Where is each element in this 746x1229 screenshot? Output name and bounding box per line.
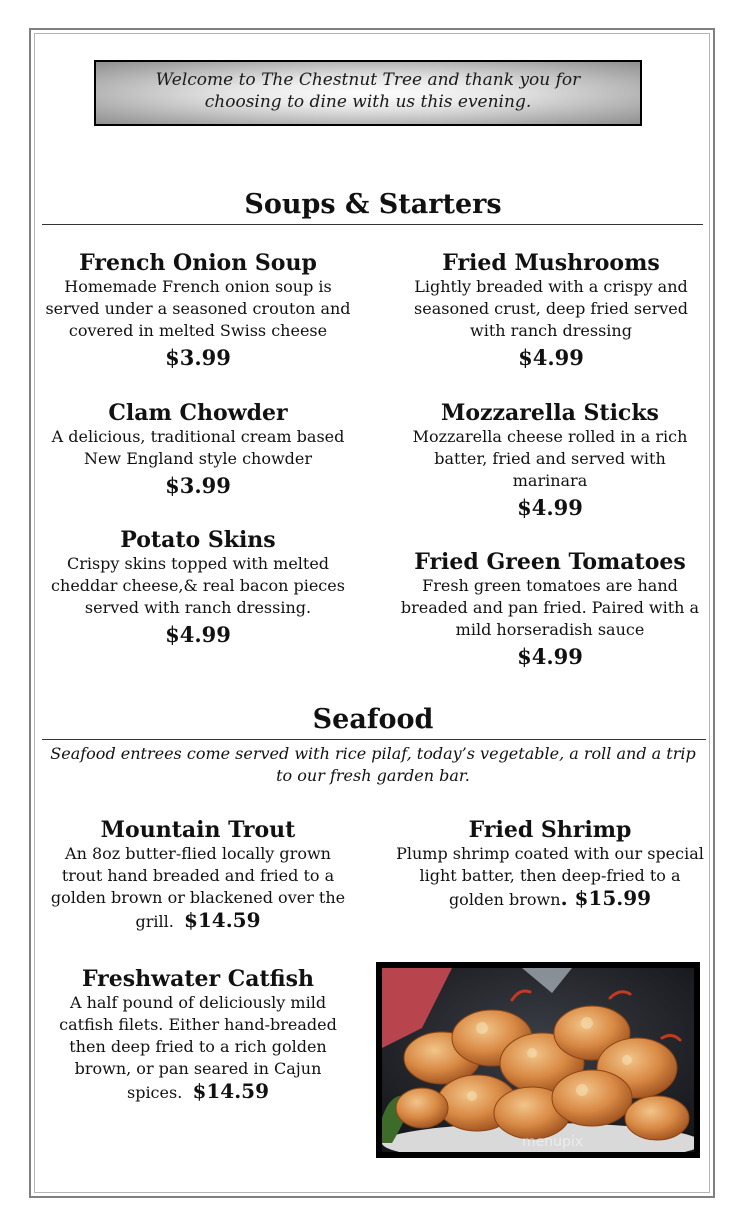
item-name: French Onion Soup [79,250,317,276]
item-price: $14.59 [192,1079,269,1103]
item-name: Fried Green Tomatoes [414,549,686,575]
item-price: $15.99 [574,886,652,910]
item-description: A delicious, traditional cream based New England style chowder [51,427,345,468]
section-divider [42,739,706,740]
item-name: Fried Mushrooms [442,250,660,276]
item-description: Crispy skins topped with melted cheddar cheese,& real bacon pieces served with ranch dressing. [51,554,345,617]
item-price: $14.59 [183,908,261,932]
item-name: Mountain Trout [100,817,296,843]
item-price: $4.99 [517,644,583,669]
item-price: $4.99 [517,495,583,520]
item-description: An 8oz butter-flied locally grown trout hand breaded and fried to a golden brown or blackened over the grill. [50,844,346,931]
item-name: Fried Shrimp [468,817,632,843]
menu-item [394,549,706,671]
item-description: Fresh green tomatoes are hand breaded and pan fried. Paired with a mild horseradish sauce [400,576,700,639]
item-description: Mozzarella cheese rolled in a rich batter, fried and served with marinara [412,427,688,490]
section-divider [42,224,703,225]
menu-item [396,250,706,372]
item-description: Homemade French onion soup is served under a seasoned crouton and covered in melted Swiss cheese [45,277,351,340]
shrimp-image [382,968,694,1152]
item-description: Plump shrimp coated with our special light batter, then deep-fried to a golden brown [396,844,704,909]
item-description: Lightly breaded with a crispy and seasoned crust, deep fried served with ranch dressing [414,277,688,340]
section-title-seafood: Seafood [312,704,434,735]
seafood-note: Seafood entrees come served with rice pilaf, today’s vegetable, a roll and a trip to our fresh garden bar. [50,744,696,785]
menu-item [400,400,700,522]
menu-item [42,527,354,649]
welcome-banner [94,60,642,126]
menu-item [44,966,352,1104]
item-price: $3.99 [165,473,231,498]
item-name: Mozzarella Sticks [441,400,659,426]
menu-item [42,250,354,372]
menu-item: Fried Shrimp Plump shrimp coated with our special light batter, then deep-fried to a golden brown. $15.99 [394,817,706,911]
menu-item [46,400,350,500]
item-price: $4.99 [518,345,584,370]
welcome-text: Welcome to The Chestnut Tree and thank you for choosing to dine with us this evening. [155,70,581,112]
section-title-soups-starters: Soups & Starters [244,189,502,220]
item-description: A half pound of deliciously mild catfish filets. Either hand-breaded then deep fried to a rich golden brown, or pan seared in Cajun spices. [59,993,337,1102]
menu-item [46,817,350,933]
item-name: Freshwater Catfish [81,966,315,992]
item-name: Clam Chowder [108,400,288,426]
fried-shrimp-photo [376,962,700,1158]
item-name: Potato Skins [120,527,276,553]
item-price: $3.99 [165,345,231,370]
watermark-text: menupix [522,1134,584,1150]
item-price: $4.99 [165,622,231,647]
